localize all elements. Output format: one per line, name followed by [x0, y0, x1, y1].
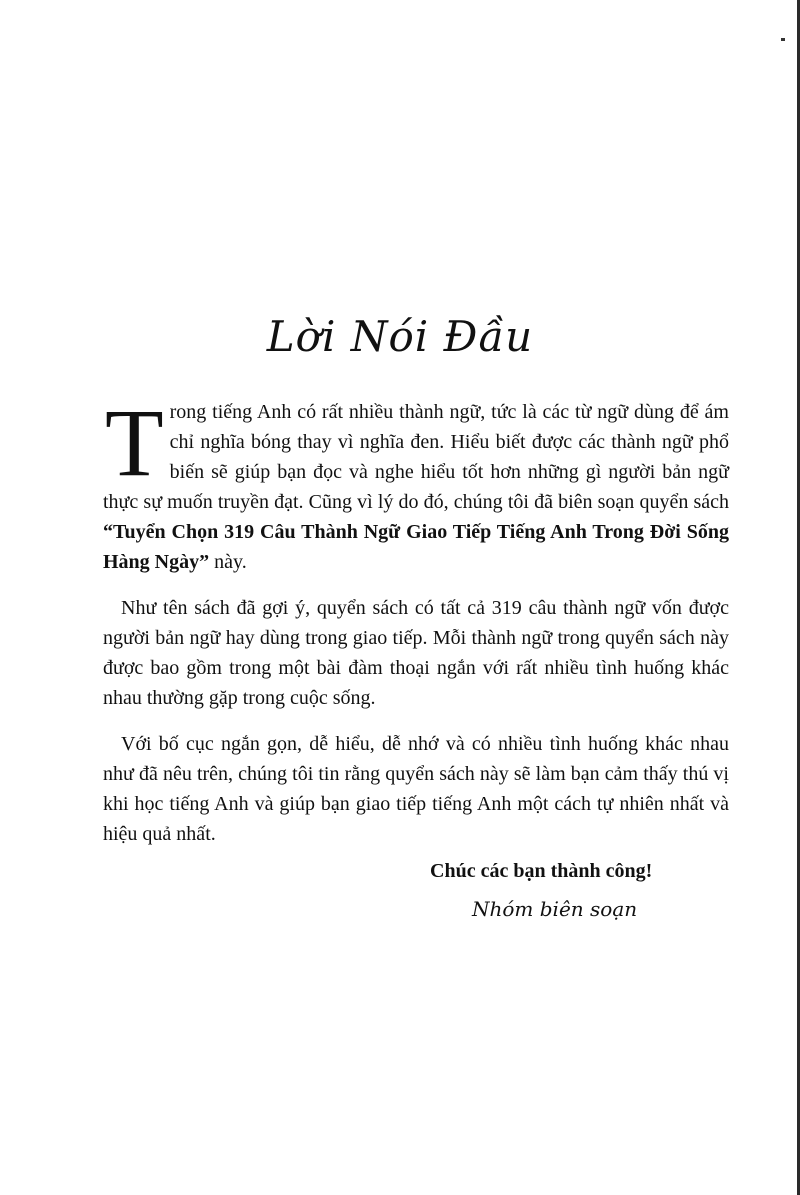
scan-mark	[781, 38, 785, 41]
intro-text: rong tiếng Anh có rất nhiều thành ngữ, tức là các từ ngữ dùng để ám chỉ nghĩa bóng thay vì nghĩa đen. Hiểu biết được các thành ngữ phổ biến sẽ giúp bạn đọc và nghe hiểu tốt hơn những gì người bản ngữ thực sự muốn truyền đạt. Cũng vì lý do đó, chúng tôi đã biên soạn quyển sách	[103, 401, 729, 513]
book-title: “Tuyển Chọn 319 Câu Thành Ngữ Giao Tiếp Tiếng Anh Trong Đời Sống Hàng Ngày”	[103, 521, 729, 573]
intro-paragraph	[103, 389, 729, 577]
paragraph-3: Với bố cục ngắn gọn, dễ hiểu, dễ nhớ và có nhiều tình huống khác nhau như đã nêu trên, chúng tôi tin rằng quyển sách này sẽ làm bạn cảm thấy thú vị khi học tiếng Anh và giúp bạn giao tiếp tiếng Anh một cách tự nhiên nhất và hiệu quả nhất.	[103, 733, 729, 845]
intro-text-end: này.	[209, 551, 247, 573]
preface-body	[103, 389, 729, 849]
drop-cap: T	[105, 389, 164, 496]
closing-wish: Chúc các bạn thành công!	[430, 860, 653, 882]
page-title: Lời Nói Đầu	[266, 312, 534, 361]
signature: Nhóm biên soạn	[472, 897, 638, 921]
paragraph-2: Như tên sách đã gợi ý, quyển sách có tất cả 319 câu thành ngữ vốn được người bản ngữ hay dùng trong giao tiếp. Mỗi thành ngữ trong quyển sách này được bao gồm trong một bài đàm thoại ngắn với rất nhiều tình huống khác nhau thường gặp trong cuộc sống.	[103, 597, 729, 709]
